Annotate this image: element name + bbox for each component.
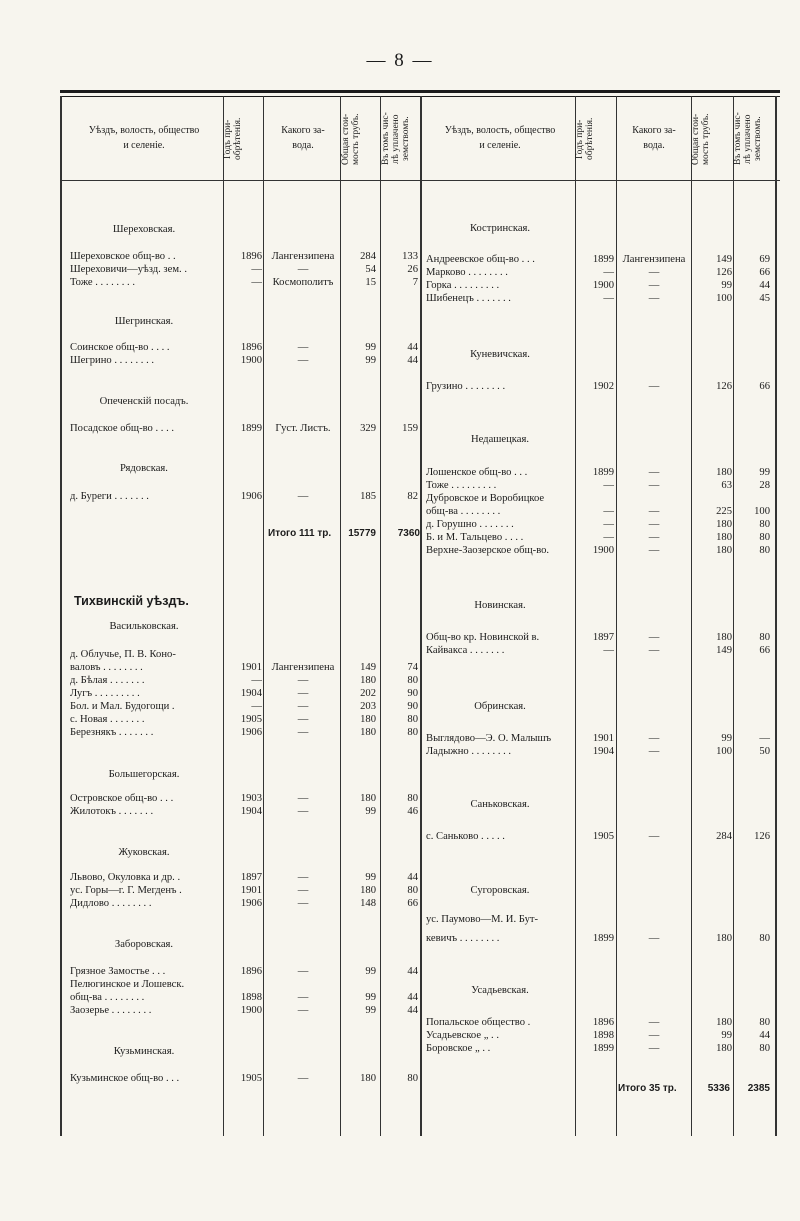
section-title: Саньковская.	[470, 799, 530, 810]
row-name: ус. Горы—г. Г. Мегденъ .	[70, 885, 182, 896]
row-name: Андреевское общ-во . . .	[426, 254, 535, 265]
row-total: 100	[716, 746, 732, 757]
row-zemstvo	[384, 978, 418, 991]
row-factory: —	[648, 1030, 660, 1041]
row-factory: —	[648, 733, 660, 744]
row-year: —	[603, 293, 614, 304]
row-total: 149	[360, 662, 376, 673]
row-total: 284	[360, 251, 376, 262]
row-factory: —	[648, 645, 660, 656]
row-zemstvo: 80	[407, 714, 418, 725]
column-rule-10	[775, 96, 777, 1136]
right-subtotal-total: 5336	[707, 1083, 730, 1094]
column-rule-1	[223, 96, 224, 1136]
right-header-zemstvo-paid: Въ томъ чис- лѣ уплачено земствомъ.	[733, 112, 763, 166]
row-factory: —	[297, 885, 309, 896]
row-total: 180	[716, 1043, 732, 1054]
row-name: кевичъ . . . . . . . .	[426, 933, 500, 944]
row-name: Островское общ-во . . .	[70, 793, 174, 804]
row-total: 180	[716, 519, 732, 530]
row-year	[226, 648, 262, 661]
row-year: —	[251, 264, 262, 275]
row-total: 202	[360, 688, 376, 699]
row-zemstvo: 66	[759, 267, 770, 278]
right-subtotal-label: Итого 35 тр.	[618, 1083, 677, 1094]
row-zemstvo: 66	[407, 898, 418, 909]
row-total: 148	[360, 898, 376, 909]
row-year: 1899	[592, 254, 614, 265]
row-name: Грузино . . . . . . . .	[426, 381, 506, 392]
row-total: 149	[716, 645, 732, 656]
row-factory: —	[648, 293, 660, 304]
row-factory: —	[648, 267, 660, 278]
row-year: 1899	[592, 467, 614, 478]
row-total	[344, 978, 376, 991]
row-name: Боровское „ . .	[426, 1043, 491, 1054]
row-factory: Лангензипена	[622, 254, 686, 265]
row-zemstvo: 80	[407, 885, 418, 896]
row-zemstvo: 44	[759, 1030, 770, 1041]
row-year: 1896	[592, 1017, 614, 1028]
row-zemstvo: 66	[759, 645, 770, 656]
row-factory: —	[648, 746, 660, 757]
row-year: 1899	[592, 1043, 614, 1054]
row-name: Лугъ . . . . . . . . .	[70, 688, 140, 699]
row-zemstvo	[736, 913, 770, 926]
row-total: 180	[716, 532, 732, 543]
column-rule-0	[60, 96, 62, 1136]
right-header-district: Уѣздъ, волость, общество и селеніе.	[444, 124, 556, 151]
left-subtotal-zemstvo: 7360	[397, 528, 420, 539]
top-rule-thick	[60, 90, 780, 93]
row-total: 99	[721, 733, 732, 744]
section-title: Недашецкая.	[470, 434, 530, 445]
row-factory: —	[297, 1073, 309, 1084]
row-name: Общ-во кр. Новинской в.	[426, 632, 540, 643]
row-factory: —	[648, 532, 660, 543]
row-year: 1898	[592, 1030, 614, 1041]
row-name: с. Новая . . . . . . .	[70, 714, 145, 725]
row-total: 54	[365, 264, 376, 275]
left-subtotal-label: Итого 111 тр.	[268, 528, 332, 539]
row-year: —	[603, 532, 614, 543]
section-title: Костринская.	[469, 223, 531, 234]
row-name: Усадьевское „ . .	[426, 1030, 500, 1041]
row-total: 15	[365, 277, 376, 288]
row-total: 180	[716, 933, 732, 944]
row-total: 225	[716, 506, 732, 517]
row-factory: —	[297, 688, 309, 699]
row-factory: —	[297, 491, 309, 502]
section-title: Заборовская.	[114, 939, 174, 950]
row-factory: —	[648, 1043, 660, 1054]
row-factory: —	[648, 280, 660, 291]
row-name: Шереховичи—уѣзд. зем. .	[70, 264, 187, 275]
row-name: общ-ва . . . . . . . .	[70, 992, 145, 1003]
row-zemstvo: 44	[759, 280, 770, 291]
row-year	[578, 913, 614, 926]
row-total: 180	[360, 1073, 376, 1084]
row-name: Жилотокъ . . . . . . .	[70, 806, 154, 817]
row-year: 1900	[240, 355, 262, 366]
row-factory	[266, 648, 340, 661]
left-subtotal-total: 15779	[348, 528, 376, 539]
row-zemstvo: 90	[407, 688, 418, 699]
row-factory: Густ. Листъ.	[275, 423, 331, 434]
column-rule-5	[420, 96, 422, 1136]
row-factory	[618, 913, 690, 926]
section-title: Шегринская.	[114, 316, 174, 327]
row-name: Тоже . . . . . . . . .	[426, 480, 497, 491]
row-factory: Космополитъ	[272, 277, 334, 288]
row-name: ус. Паумово—М. И. Бут-	[426, 914, 539, 925]
row-zemstvo: 90	[407, 701, 418, 712]
row-zemstvo: 74	[407, 662, 418, 673]
row-total: 63	[721, 480, 732, 491]
row-zemstvo: 45	[759, 293, 770, 304]
row-year: 1900	[592, 545, 614, 556]
row-year: 1903	[240, 793, 262, 804]
row-total: 180	[360, 727, 376, 738]
row-total: 180	[360, 885, 376, 896]
district-title: Тихвинскій уѣздъ.	[74, 594, 189, 608]
row-year: —	[603, 480, 614, 491]
row-factory: —	[648, 632, 660, 643]
row-zemstvo: 28	[759, 480, 770, 491]
right-subtotal-zemstvo: 2385	[747, 1083, 770, 1094]
row-factory: Лангензипена	[271, 662, 335, 673]
row-name: Грязное Замостье . . .	[70, 966, 166, 977]
row-name: Ладыжно . . . . . . . .	[426, 746, 512, 757]
row-zemstvo: 50	[759, 746, 770, 757]
row-year: 1897	[592, 632, 614, 643]
row-zemstvo: 80	[407, 675, 418, 686]
row-zemstvo: 100	[754, 506, 770, 517]
row-total: 180	[360, 675, 376, 686]
row-zemstvo: 7	[412, 277, 418, 288]
row-year: 1896	[240, 966, 262, 977]
row-factory: —	[297, 966, 309, 977]
row-zemstvo: 66	[759, 381, 770, 392]
row-total: 180	[716, 632, 732, 643]
row-total: 99	[365, 966, 376, 977]
row-zemstvo: 44	[407, 1005, 418, 1016]
column-rule-7	[616, 96, 617, 1136]
row-total: 180	[360, 793, 376, 804]
row-year	[226, 978, 262, 991]
row-name: д. Облучье, П. В. Коно-	[70, 649, 176, 660]
row-name: Б. и М. Тальцево . . . .	[426, 532, 524, 543]
column-rule-8	[691, 96, 692, 1136]
row-factory: —	[648, 933, 660, 944]
left-header-total-cost: Общая стои- мость трубъ.	[341, 113, 361, 165]
row-factory: —	[297, 675, 309, 686]
row-name: Кайвакса . . . . . . .	[426, 645, 505, 656]
row-year: 1899	[592, 933, 614, 944]
row-name: Шереховское общ-во . .	[70, 251, 176, 262]
right-header-factory: Какого за- вода.	[632, 124, 676, 151]
row-name: Посадское общ-во . . . .	[70, 423, 175, 434]
left-header-year: Годъ при- обрѣтенія.	[223, 117, 243, 161]
row-total: 99	[721, 1030, 732, 1041]
row-total: 185	[360, 491, 376, 502]
row-zemstvo: 82	[407, 491, 418, 502]
row-year: 1906	[240, 898, 262, 909]
row-zemstvo: 80	[759, 545, 770, 556]
row-total: 284	[716, 831, 732, 842]
row-year: —	[251, 701, 262, 712]
row-name: Верхне-Заозерское общ-во.	[426, 545, 550, 556]
right-header-total-cost: Общая стои- мость трубъ.	[691, 113, 711, 165]
row-year: 1897	[240, 872, 262, 883]
row-total: 126	[716, 267, 732, 278]
row-total	[694, 492, 732, 505]
column-rule-4	[380, 96, 381, 1136]
row-factory: —	[297, 727, 309, 738]
row-total: 99	[365, 806, 376, 817]
row-zemstvo: —	[759, 733, 770, 744]
row-name: с. Саньково . . . . .	[426, 831, 505, 842]
row-year	[578, 492, 614, 505]
row-name: общ-ва . . . . . . . .	[426, 506, 501, 517]
section-title: Кузьминская.	[113, 1046, 175, 1057]
row-zemstvo: 80	[407, 1073, 418, 1084]
row-name: Березнякъ . . . . . . .	[70, 727, 154, 738]
row-zemstvo: 80	[407, 727, 418, 738]
section-title: Усадьевская.	[471, 985, 529, 996]
row-zemstvo: 80	[407, 793, 418, 804]
row-name: Дубровское и Воробицкое	[426, 493, 545, 504]
row-zemstvo: 99	[759, 467, 770, 478]
row-year: —	[251, 675, 262, 686]
row-total: 180	[360, 714, 376, 725]
row-total: 99	[365, 1005, 376, 1016]
row-year: 1901	[240, 662, 262, 673]
row-year: 1901	[240, 885, 262, 896]
row-total	[694, 913, 732, 926]
row-total: 203	[360, 701, 376, 712]
row-zemstvo: 80	[759, 1017, 770, 1028]
row-zemstvo: 44	[407, 872, 418, 883]
row-total: 329	[360, 423, 376, 434]
row-year: 1900	[240, 1005, 262, 1016]
row-factory: —	[297, 992, 309, 1003]
row-zemstvo: 80	[759, 933, 770, 944]
row-name: Марково . . . . . . . .	[426, 267, 508, 278]
row-factory: —	[648, 480, 660, 491]
row-name: Тоже . . . . . . . .	[70, 277, 135, 288]
row-zemstvo: 44	[407, 966, 418, 977]
row-name: д. Горушно . . . . . . .	[426, 519, 514, 530]
row-name: Львово, Окуловка и др. .	[70, 872, 181, 883]
row-year: 1906	[240, 727, 262, 738]
row-factory: —	[648, 1017, 660, 1028]
row-name: д. Бѣлая . . . . . . .	[70, 675, 145, 686]
row-year: —	[603, 519, 614, 530]
row-year: 1905	[240, 1073, 262, 1084]
section-title: Рядовская.	[120, 463, 168, 474]
row-name: Пелюгинское и Лошевск.	[70, 979, 185, 990]
row-factory: Лангензипена	[271, 251, 335, 262]
section-title: Опеченскій посадъ.	[99, 396, 189, 407]
row-year: —	[603, 506, 614, 517]
row-year: 1904	[240, 806, 262, 817]
row-name: Бол. и Мал. Будогощи .	[70, 701, 175, 712]
row-total: 180	[716, 545, 732, 556]
row-name: валовъ . . . . . . . .	[70, 662, 143, 673]
section-title: Новинская.	[474, 600, 526, 611]
row-factory: —	[297, 355, 309, 366]
row-factory: —	[648, 506, 660, 517]
section-title: Сугоровская.	[470, 885, 530, 896]
column-rule-6	[575, 96, 576, 1136]
row-year: 1905	[240, 714, 262, 725]
row-factory	[266, 978, 340, 991]
row-name: Заозерье . . . . . . . .	[70, 1005, 152, 1016]
row-total: 99	[365, 992, 376, 1003]
row-zemstvo	[736, 492, 770, 505]
row-year: 1899	[240, 423, 262, 434]
row-name: Шегрино . . . . . . . .	[70, 355, 155, 366]
row-zemstvo: 80	[759, 632, 770, 643]
row-name: Шибенецъ . . . . . . .	[426, 293, 511, 304]
row-year: 1906	[240, 491, 262, 502]
section-title: Жуковская.	[118, 847, 170, 858]
row-name: д. Бурeги . . . . . . .	[70, 491, 149, 502]
row-total: 149	[716, 254, 732, 265]
row-zemstvo: 26	[407, 264, 418, 275]
right-header-year: Годъ при- обрѣтенія.	[575, 117, 595, 161]
row-zemstvo: 44	[407, 342, 418, 353]
row-factory: —	[648, 467, 660, 478]
row-zemstvo: 80	[759, 532, 770, 543]
row-zemstvo: 133	[402, 251, 418, 262]
row-zemstvo: 126	[754, 831, 770, 842]
row-name: Кузьминское общ-во . . .	[70, 1073, 180, 1084]
row-factory: —	[297, 793, 309, 804]
section-title: Куневичская.	[470, 349, 530, 360]
row-year: —	[251, 277, 262, 288]
row-total: 180	[716, 1017, 732, 1028]
left-header-factory: Какого за- вода.	[281, 124, 325, 151]
page-number: — 8 —	[366, 50, 434, 71]
row-year: —	[603, 645, 614, 656]
row-zemstvo: 69	[759, 254, 770, 265]
row-factory: —	[648, 519, 660, 530]
row-year: 1904	[240, 688, 262, 699]
section-title: Большегорская.	[108, 769, 180, 780]
row-total: 99	[365, 355, 376, 366]
row-year: 1901	[592, 733, 614, 744]
row-year: 1904	[592, 746, 614, 757]
row-name: Горка . . . . . . . . .	[426, 280, 500, 291]
row-factory: —	[297, 701, 309, 712]
row-year: 1898	[240, 992, 262, 1003]
row-year: 1896	[240, 251, 262, 262]
row-zemstvo: 44	[407, 355, 418, 366]
row-factory: —	[297, 714, 309, 725]
row-factory: —	[648, 831, 660, 842]
row-zemstvo	[384, 648, 418, 661]
row-zemstvo: 159	[402, 423, 418, 434]
row-name: Выглядово—Э. О. Малышъ	[426, 733, 552, 744]
row-year: 1905	[592, 831, 614, 842]
left-header-district: Уѣздъ, волость, общество и селеніе.	[88, 124, 200, 151]
column-rule-3	[340, 96, 341, 1136]
row-total: 126	[716, 381, 732, 392]
row-factory: —	[648, 545, 660, 556]
section-title: Обринская.	[474, 701, 526, 712]
row-zemstvo: 80	[759, 519, 770, 530]
row-factory: —	[297, 898, 309, 909]
row-factory: —	[297, 872, 309, 883]
row-total: 180	[716, 467, 732, 478]
row-name: Попальское общество .	[426, 1017, 531, 1028]
row-zemstvo: 44	[407, 992, 418, 1003]
row-factory: —	[648, 381, 660, 392]
row-total: 99	[365, 872, 376, 883]
row-year: 1902	[592, 381, 614, 392]
row-total	[344, 648, 376, 661]
row-name: Соинское общ-во . . . .	[70, 342, 170, 353]
row-zemstvo: 80	[759, 1043, 770, 1054]
row-factory: —	[297, 264, 309, 275]
row-total: 99	[365, 342, 376, 353]
left-header-zemstvo-paid: Въ томъ чис- лѣ уплачено земствомъ.	[381, 112, 411, 166]
column-rule-9	[733, 96, 734, 1136]
row-factory: —	[297, 806, 309, 817]
row-factory	[618, 492, 690, 505]
column-rule-2	[263, 96, 264, 1136]
row-name: Лошенское общ-во . . .	[426, 467, 528, 478]
row-total: 99	[721, 280, 732, 291]
row-year: 1896	[240, 342, 262, 353]
row-year: —	[603, 267, 614, 278]
row-factory: —	[297, 342, 309, 353]
row-total: 100	[716, 293, 732, 304]
row-name: Дидлово . . . . . . . .	[70, 898, 152, 909]
section-title: Васильковская.	[109, 621, 179, 632]
row-factory: —	[297, 1005, 309, 1016]
row-zemstvo: 46	[407, 806, 418, 817]
section-title: Шереховская.	[112, 224, 176, 235]
row-year: 1900	[592, 280, 614, 291]
